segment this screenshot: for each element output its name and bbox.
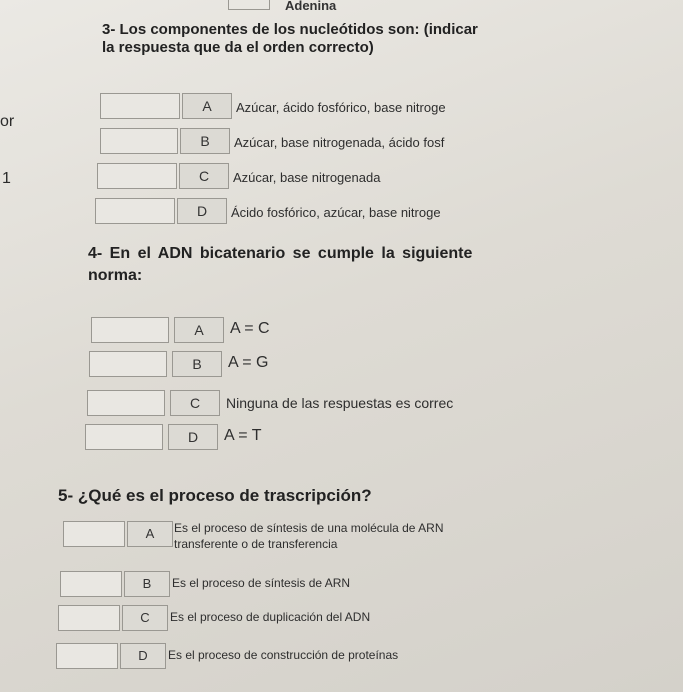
q4-title-line1: 4- En el ADN bicatenario se cumple la siguiente [88, 245, 473, 262]
q3-option-d-text: Ácido fosfórico, azúcar, base nitroge [231, 205, 441, 220]
q4-option-c-text: Ninguna de las respuestas es correc [226, 395, 454, 411]
margin-fragment-1: or [0, 113, 15, 130]
q5-answer-box-c[interactable] [58, 605, 120, 631]
q3-answer-box-b[interactable] [100, 128, 178, 154]
q4-answer-box-b[interactable] [89, 351, 167, 377]
q3-answer-box-a[interactable] [100, 93, 180, 119]
q5-letter-a: A [127, 521, 173, 547]
q3-letter-c: C [179, 163, 229, 189]
q5-option-c-text: Es el proceso de duplicación del ADN [170, 610, 371, 624]
q3-answer-box-c[interactable] [97, 163, 177, 189]
q3-option-b-text: Azúcar, base nitrogenada, ácido fosf [234, 135, 445, 150]
q4-letter-a: A [174, 317, 224, 343]
q3-letter-d: D [177, 198, 227, 224]
q5-answer-box-d[interactable] [56, 643, 118, 669]
q5-option-b-text: Es el proceso de síntesis de ARN [172, 576, 351, 590]
q3-option-c-text: Azúcar, base nitrogenada [233, 170, 381, 185]
q4-option-a-text: A = C [230, 320, 270, 337]
q4-option-b-text: A = G [228, 354, 269, 371]
q5-letter-d: D [120, 643, 166, 669]
q3-answer-box-d[interactable] [95, 198, 175, 224]
q5-option-d-text: Es el proceso de construcción de proteínas [168, 648, 399, 662]
answer-box-previous[interactable] [228, 0, 270, 10]
q5-letter-c: C [122, 605, 168, 631]
q4-title-line2: norma: [88, 267, 143, 284]
q3-title-line1: 3- Los componentes de los nucleótidos son: (indicar [102, 21, 478, 38]
q5-answer-box-a[interactable] [63, 521, 125, 547]
q3-title-line2: la respuesta que da el orden correcto) [102, 39, 374, 56]
q5-option-a-text-line2: transferente o de transferencia [174, 537, 338, 551]
q4-answer-box-a[interactable] [91, 317, 169, 343]
top-fragment-label: Adenina [285, 0, 337, 13]
q5-answer-box-b[interactable] [60, 571, 122, 597]
q4-answer-box-d[interactable] [85, 424, 163, 450]
q3-option-a-text: Azúcar, ácido fosfórico, base nitroge [236, 100, 446, 115]
q4-letter-b: B [172, 351, 222, 377]
q4-letter-c: C [170, 390, 220, 416]
q4-option-d-text: A = T [224, 427, 262, 444]
q5-letter-b: B [124, 571, 170, 597]
q5-title: 5- ¿Qué es el proceso de trascripción? [58, 486, 372, 505]
margin-fragment-2: 1 [2, 170, 11, 187]
q4-answer-box-c[interactable] [87, 390, 165, 416]
q3-letter-b: B [180, 128, 230, 154]
q4-letter-d: D [168, 424, 218, 450]
q5-option-a-text: Es el proceso de síntesis de una molécula de ARN [174, 521, 444, 535]
q3-letter-a: A [182, 93, 232, 119]
